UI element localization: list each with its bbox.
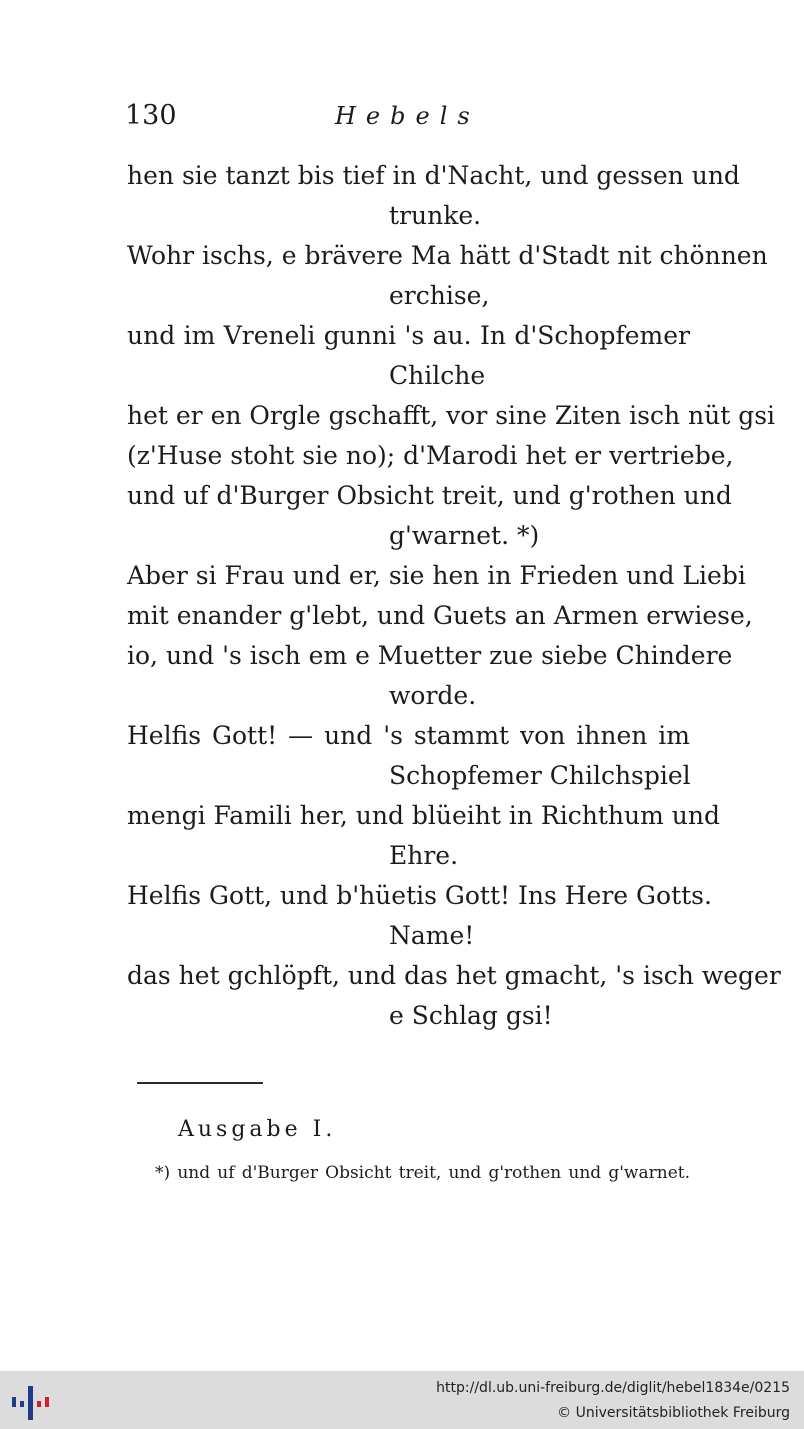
verse-line: hen sie tanzt bis tief in d'Nacht, und gessen und [127, 161, 740, 190]
verse-line: und im Vreneli gunni 's au. In d'Schopfemer [127, 321, 690, 350]
verse-line: Helfis Gott, und b'hüetis Gott! Ins Here Gotts. [127, 881, 712, 910]
running-title: Hebels [335, 102, 480, 130]
footnote-divider [137, 1082, 263, 1084]
verse-continuation: e Schlag gsi! [389, 1001, 553, 1030]
verse-line: (z'Huse stoht sie no); d'Marodi het er vertriebe, [127, 441, 734, 470]
verse-continuation: erchise, [389, 281, 490, 310]
verse-continuation: Ehre. [389, 841, 459, 870]
verse-line: mit enander g'lebt, und Guets an Armen erwiese, [127, 601, 753, 630]
verse-line: Wohr ischs, e brävere Ma hätt d'Stadt nit chönnen [127, 241, 768, 270]
verse-line: mengi Famili her, und blüeiht in Richthum und [127, 801, 720, 830]
footnote-text: *) und uf d'Burger Obsicht treit, und g'rothen und g'warnet. [155, 1163, 690, 1183]
verse-continuation: g'warnet. *) [389, 521, 540, 550]
verse-continuation: worde. [389, 681, 477, 710]
copyright-notice: © Universitätsbibliothek Freiburg [557, 1405, 790, 1421]
viewer-footer [0, 1371, 804, 1429]
verse-line: het er en Orgle gschafft, vor sine Ziten isch nüt gsi [127, 401, 776, 430]
verse-line: Aber si Frau und er, sie hen in Frieden und Liebi [127, 561, 746, 590]
page-number: 130 [125, 100, 177, 131]
verse-continuation: Schopfemer Chilchspiel [389, 761, 691, 790]
source-url-link[interactable]: http://dl.ub.uni-freiburg.de/diglit/hebel1834e/0215 [436, 1380, 790, 1396]
verse-line: das het gchlöpft, und das het gmacht, 's isch weger [127, 961, 781, 990]
poem-text [127, 156, 781, 1036]
verse-continuation: trunke. [389, 201, 482, 230]
verse-continuation: Chilche [389, 361, 486, 390]
verse-line: Helfis Gott! — und 's stammt von ihnen im [127, 721, 690, 750]
edition-label: Ausgabe I. [178, 1117, 337, 1142]
verse-line: io, und 's isch em e Muetter zue siebe Chindere [127, 641, 733, 670]
verse-continuation: Name! [389, 921, 475, 950]
page-header [125, 96, 690, 136]
library-logo-icon [8, 1380, 54, 1422]
verse-line: und uf d'Burger Obsicht treit, und g'rothen und [127, 481, 732, 510]
